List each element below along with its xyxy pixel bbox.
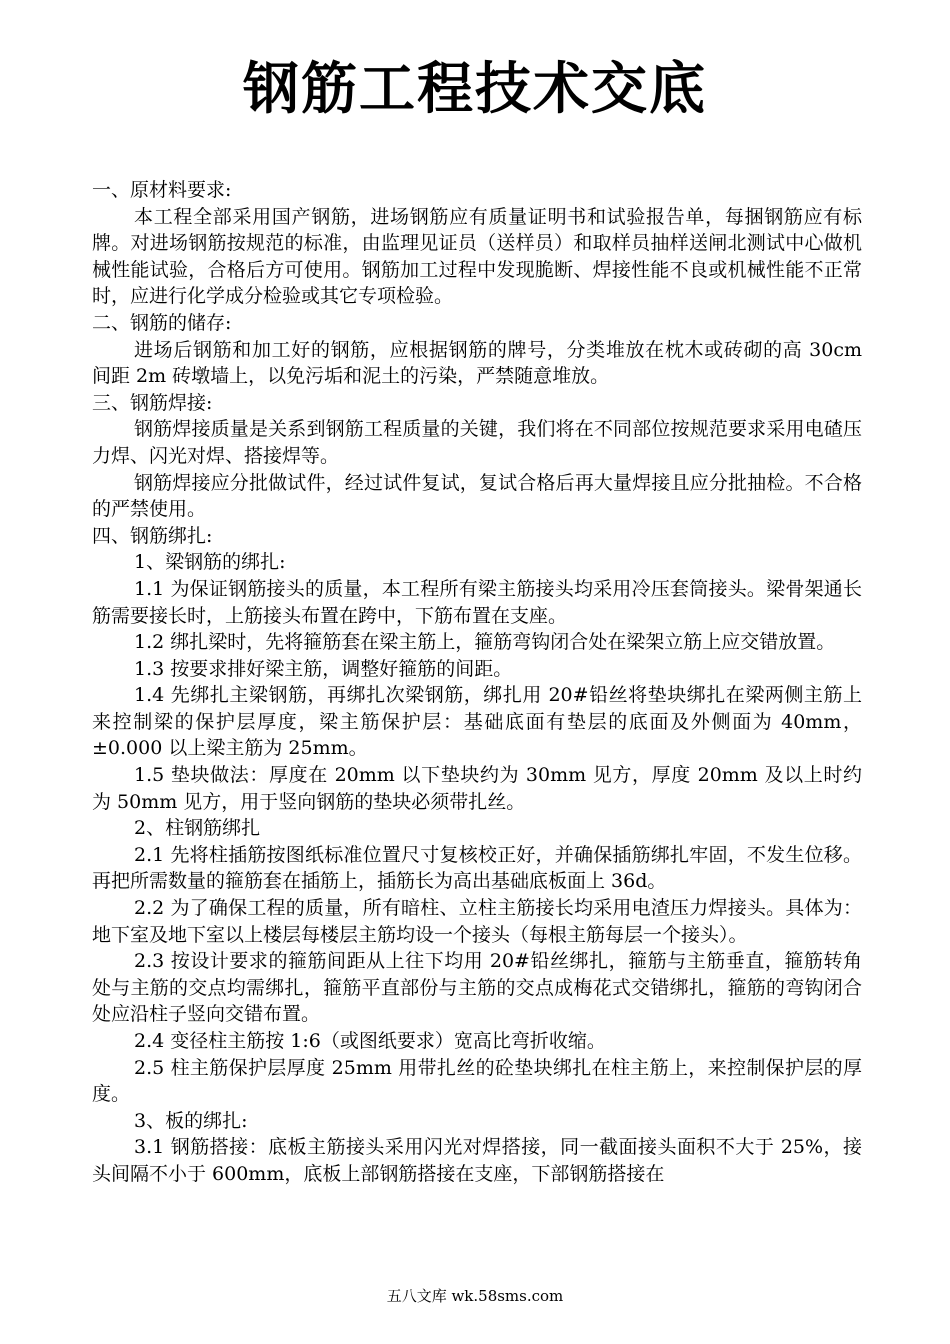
subsection-heading-slab: 3、板的绑扎: xyxy=(134,1109,248,1132)
subsection-heading-column: 2、柱钢筋绑扎 xyxy=(134,817,261,840)
paragraph: 2.4 变径柱主筋按 1:6（或图纸要求）宽高比弯折收缩。 xyxy=(134,1030,606,1052)
document-body xyxy=(92,177,862,1188)
paragraph: 2.1 先将柱插筋按图纸标准位置尺寸复核校正好，并确保插筋绑扎牢固，不发生位移。再把所需数量的箍筋套在插筋上，插筋长为高出基础底板面上 36d。 xyxy=(92,843,862,893)
section-heading-welding: 三、钢筋焊接: xyxy=(92,391,213,414)
paragraph: 2.3 按设计要求的箍筋间距从上往下均用 20#铅丝绑扎，箍筋与主筋垂直，箍筋转角处与主筋的交点均需绑扎，箍筋平直部份与主筋的交点成梅花式交错绑扎，箍筋的弯钩闭合处应沿柱子竖向交错布置。 xyxy=(92,950,862,1026)
paragraph: 本工程全部采用国产钢筋，进场钢筋应有质量证明书和试验报告单，每捆钢筋应有标牌。对进场钢筋按规范的标准，由监理见证员（送样员）和取样员抽样送闸北测试中心做机械性能试验，合格后方可使用。钢筋加工过程中发现脆断、焊接性能不良或机械性能不正常时，应进行化学成分检验或其它专项检验。 xyxy=(92,205,862,308)
paragraph: 2.2 为了确保工程的质量，所有暗柱、立柱主筋接长均采用电渣压力焊接头。具体为：地下室及地下室以上楼层每楼层主筋均设一个接头（每根主筋每层一个接头）。 xyxy=(92,897,862,946)
paragraph: 钢筋焊接质量是关系到钢筋工程质量的关键，我们将在不同部位按规范要求采用电碴压力焊、闪光对焊、搭接焊等。 xyxy=(92,418,862,467)
paragraph: 3.1 钢筋搭接：底板主筋接头采用闪光对焊搭接，同一截面接头面积不大于 25%，接头间隔不小于 600mm，底板上部钢筋搭接在支座，下部钢筋搭接在 xyxy=(92,1136,862,1185)
paragraph: 进场后钢筋和加工好的钢筋，应根据钢筋的牌号，分类堆放在枕木或砖砌的高 30cm 间距 2m 砖墩墙上，以免污垢和泥土的污染，严禁随意堆放。 xyxy=(92,338,862,388)
paragraph: 1.3 按要求排好梁主筋，调整好箍筋的间距。 xyxy=(134,657,513,680)
paragraph: 1.5 垫块做法：厚度在 20mm 以下垫块约为 30mm 见方，厚度 20mm 及以上时约为 50mm 见方，用于竖向钢筋的垫块必须带扎丝。 xyxy=(92,764,862,813)
paragraph: 1.4 先绑扎主梁钢筋，再绑扎次梁钢筋，绑扎用 20#铅丝将垫块绑扎在梁两侧主筋上来控制梁的保护层厚度，梁主筋保护层：基础底面有垫层的底面及外侧面为 40mm，±0.000 以上梁主筋为 25mm。 xyxy=(92,684,862,760)
document-title: 钢筋工程技术交底 xyxy=(243,57,707,122)
paragraph: 2.5 柱主筋保护层厚度 25mm 用带扎丝的砼垫块绑扎在柱主筋上，来控制保护层的厚度。 xyxy=(92,1056,862,1106)
paragraph: 1.2 绑扎梁时，先将箍筋套在梁主筋上，箍筋弯钩闭合处在梁架立筋上应交错放置。 xyxy=(134,631,836,654)
paragraph: 钢筋焊接应分批做试件，经过试件复试，复试合格后再大量焊接且应分批抽检。不合格的严禁使用。 xyxy=(92,471,862,521)
subsection-heading-beam: 1、梁钢筋的绑扎: xyxy=(134,551,286,574)
section-heading-binding: 四、钢筋绑扎: xyxy=(92,524,213,547)
section-heading-storage: 二、钢筋的储存: xyxy=(92,311,232,334)
section-heading-raw-materials: 一、原材料要求: xyxy=(92,179,232,201)
watermark-footer: 五八文库 wk.58sms.com xyxy=(386,1287,564,1305)
paragraph: 1.1 为保证钢筋接头的质量，本工程所有梁主筋接头均采用冷压套筒接头。梁骨架通长筋需要接长时，上筋接头布置在跨中，下筋布置在支座。 xyxy=(92,577,862,627)
